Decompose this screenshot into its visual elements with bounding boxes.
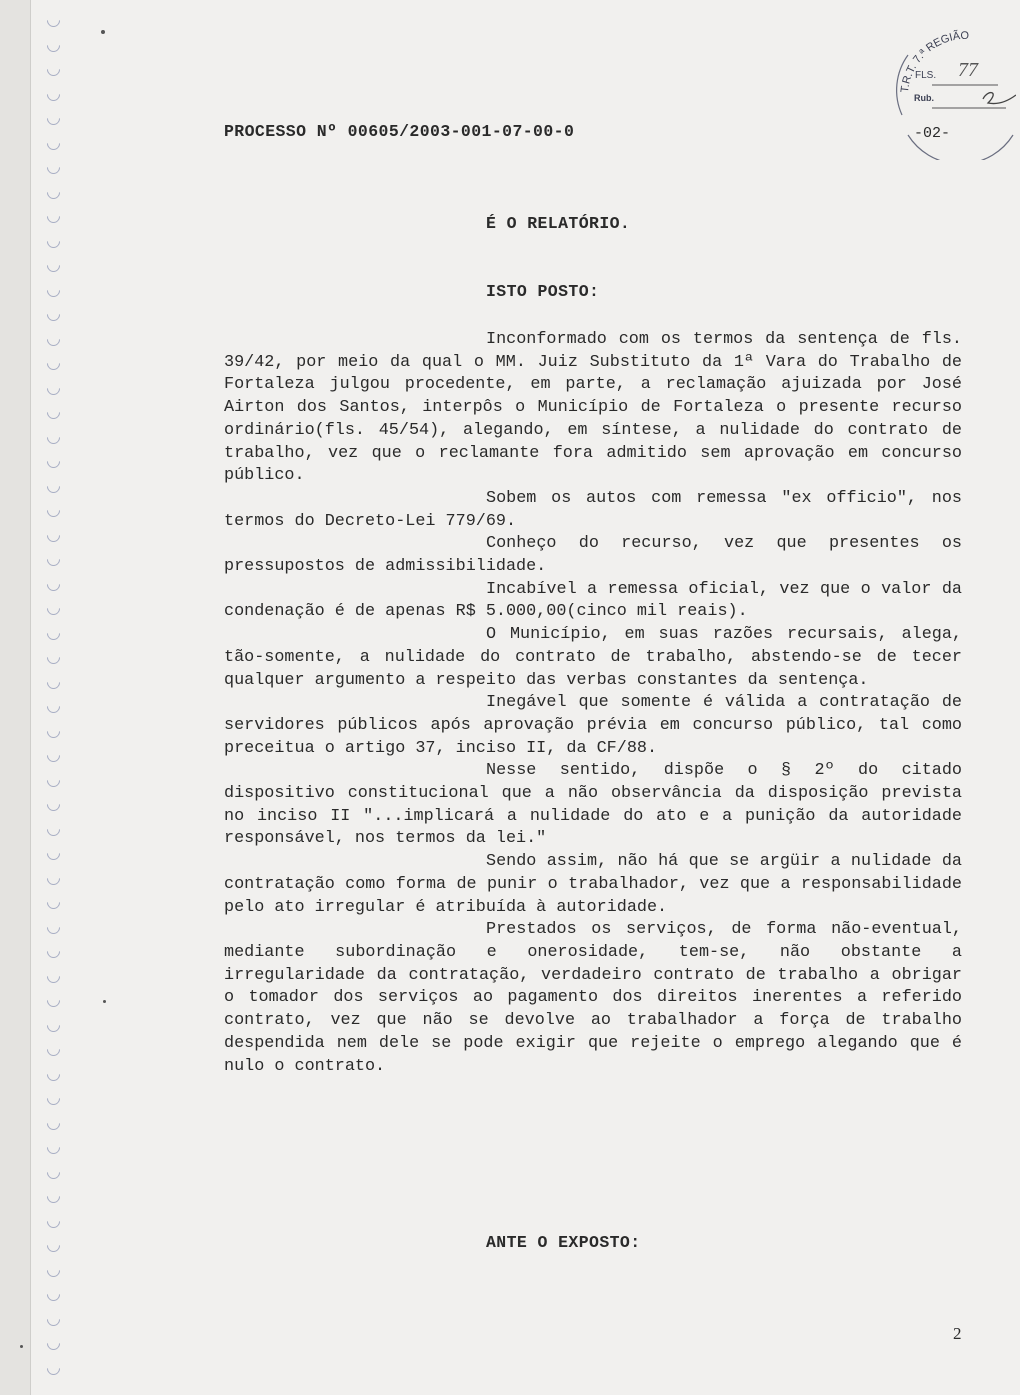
- binding-hole: [44, 746, 62, 764]
- binding-hole: [44, 844, 62, 862]
- binding-hole: [44, 1359, 62, 1377]
- binding-hole: [44, 1236, 62, 1254]
- binding-hole: [44, 820, 62, 838]
- binding-hole: [44, 893, 62, 911]
- scan-edge-line: [30, 0, 31, 1395]
- binding-hole: [44, 1065, 62, 1083]
- binding-hole: [44, 869, 62, 887]
- binding-hole: [44, 379, 62, 397]
- binding-hole: [44, 428, 62, 446]
- binding-hole: [44, 354, 62, 372]
- binding-hole: [44, 1212, 62, 1230]
- stamp-arc-text: T.R.T. 7.ª REGIÃO: [898, 29, 970, 94]
- binding-hole: [44, 452, 62, 470]
- binding-hole: [44, 648, 62, 666]
- binding-hole: [44, 256, 62, 274]
- binding-hole: [44, 1016, 62, 1034]
- heading-report: É O RELATÓRIO.: [486, 214, 631, 233]
- scan-speck: [101, 30, 105, 34]
- binding-hole: [44, 1187, 62, 1205]
- binding-hole: [44, 1138, 62, 1156]
- binding-hole: [44, 232, 62, 250]
- body-paragraph: Sendo assim, não há que se argüir a nulidade da contratação como forma de punir o trabalhador, vez que a responsabilidade pelo ato irregular é atribuída à autoridade.: [224, 852, 962, 917]
- binding-hole: [44, 330, 62, 348]
- binding-hole: [44, 550, 62, 568]
- document-body: [224, 329, 962, 1078]
- binding-hole: [44, 673, 62, 691]
- binding-hole: [44, 967, 62, 985]
- body-paragraph: Inconformado com os termos da sentença de fls. 39/42, por meio da qual o MM. Juiz Substituto da 1ª Vara do Trabalho de Fortaleza julgou procedente, em parte, a reclamação ajuizada por José Airton dos Santos, interpôs o Município de Fortaleza o presente recurso ordinário(fls. 45/54), alegando, em síntese, a nulidade do contrato de trabalho, vez que o reclamante fora admitido sem aprovação em concurso público.: [224, 330, 962, 486]
- stamp-circle-icon: [888, 25, 1016, 160]
- binding-hole: [44, 403, 62, 421]
- binding-hole: [44, 477, 62, 495]
- process-number: PROCESSO Nº 00605/2003-001-07-00-0: [224, 122, 575, 141]
- binding-hole: [44, 771, 62, 789]
- binding-hole: [44, 158, 62, 176]
- binding-hole: [44, 305, 62, 323]
- binding-hole: [44, 722, 62, 740]
- body-paragraph: Sobem os autos com remessa "ex officio", nos termos do Decreto-Lei 779/69.: [224, 488, 962, 531]
- binding-hole: [44, 1040, 62, 1058]
- heading-considering: ISTO POSTO:: [486, 282, 600, 301]
- court-stamp: [888, 25, 1016, 160]
- binding-hole: [44, 281, 62, 299]
- body-paragraph: O Município, em suas razões recursais, alega, tão-somente, a nulidade do contrato de trabalho, abstendo-se de tecer qualquer argumento a respeito das verbas constantes da sentença.: [224, 625, 962, 690]
- binding-hole: [44, 991, 62, 1009]
- scan-left-edge: [0, 0, 30, 1395]
- binding-hole: [44, 624, 62, 642]
- stamp-page-label: -02-: [914, 125, 951, 142]
- heading-conclusion: ANTE O EXPOSTO:: [486, 1233, 641, 1252]
- binding-hole: [44, 207, 62, 225]
- binding-hole: [44, 795, 62, 813]
- binding-hole: [44, 11, 62, 29]
- body-paragraph: Inegável que somente é válida a contratação de servidores públicos após aprovação prévia em concurso público, tal como preceitua o artigo 37, inciso II, da CF/88.: [224, 693, 962, 758]
- binding-hole: [44, 526, 62, 544]
- binding-hole: [44, 942, 62, 960]
- body-paragraph: Nesse sentido, dispõe o § 2º do citado dispositivo constitucional que a não observância da disposição prevista no inciso II "...implicará a nulidade do ato e a punição da autoridade responsável, nos termos da lei.": [224, 761, 962, 849]
- stamp-rub-label: Rub.: [914, 93, 934, 103]
- binding-hole: [44, 697, 62, 715]
- binding-hole: [44, 1163, 62, 1181]
- binding-hole: [44, 109, 62, 127]
- binding-hole: [44, 1114, 62, 1132]
- binding-hole: [44, 36, 62, 54]
- binding-hole: [44, 918, 62, 936]
- body-paragraph: Prestados os serviços, de forma não-eventual, mediante subordinação e onerosidade, tem-se, não obstante a irregularidade da contratação, verdadeiro contrato de trabalho a obrigar o tomador dos serviços ao pagamento dos direitos inerentes a referido contrato, vez que não se devolve ao trabalhador a força de trabalho despendida nem dele se pode exigir que rejeite o emprego alegando que é nulo o contrato.: [224, 920, 962, 1076]
- binding-hole: [44, 501, 62, 519]
- scan-speck: [103, 1000, 106, 1003]
- page-number: 2: [953, 1324, 962, 1343]
- scan-speck: [20, 1345, 23, 1348]
- stamp-fls-value: 77: [958, 59, 978, 81]
- stamp-fls-label: FLS.: [915, 70, 937, 81]
- binding-hole: [44, 134, 62, 152]
- binding-hole: [44, 1285, 62, 1303]
- binding-hole: [44, 60, 62, 78]
- binding-hole: [44, 1310, 62, 1328]
- binding-hole: [44, 599, 62, 617]
- binding-hole: [44, 85, 62, 103]
- body-paragraph: Conheço do recurso, vez que presentes os pressupostos de admissibilidade.: [224, 534, 962, 577]
- signature-scribble: [983, 93, 1016, 104]
- body-paragraph: Incabível a remessa oficial, vez que o valor da condenação é de apenas R$ 5.000,00(cinco mil reais).: [224, 579, 962, 622]
- binding-hole: [44, 1261, 62, 1279]
- binding-hole: [44, 1089, 62, 1107]
- binding-hole: [44, 575, 62, 593]
- binding-hole: [44, 183, 62, 201]
- binding-hole: [44, 1334, 62, 1352]
